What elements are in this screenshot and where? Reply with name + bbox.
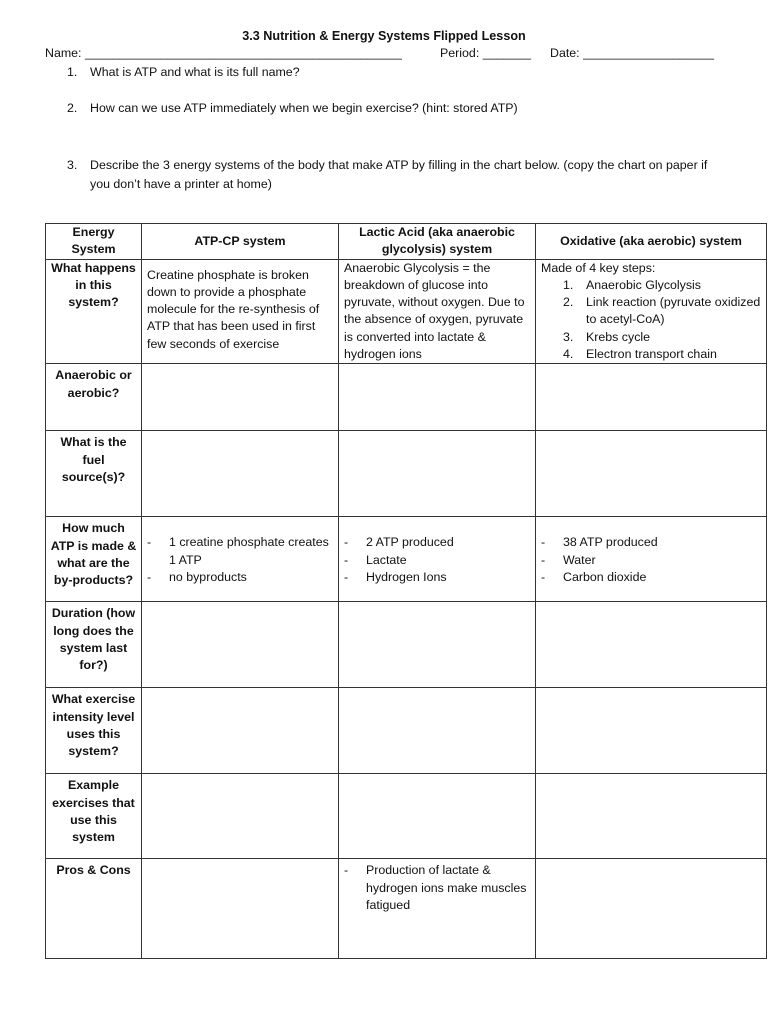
header-oxidative: Oxidative (aka aerobic) system bbox=[536, 224, 767, 260]
list-item: - Lactate bbox=[344, 552, 530, 569]
cell-oxidative[interactable] bbox=[536, 688, 767, 774]
step-number: 3. bbox=[563, 329, 574, 344]
cell-text: Creatine phosphate is broken down to provide a phosphate molecule for the re-synthesis of ATP that has been used in first few seconds of exercise bbox=[147, 267, 320, 351]
period-line[interactable]: _______ bbox=[482, 46, 531, 60]
question-number: 2. bbox=[67, 101, 78, 115]
header-lactic-acid: Lactic Acid (aka anaerobic glycolysis) system bbox=[339, 224, 536, 260]
table-row bbox=[46, 774, 767, 859]
row-label: What exercise intensity level uses this system? bbox=[46, 688, 142, 774]
step-text: Anaerobic Glycolysis bbox=[586, 277, 702, 292]
step-text: Electron transport chain bbox=[586, 347, 717, 362]
period-label: Period: bbox=[440, 46, 480, 60]
page-title: 3.3 Nutrition & Energy Systems Flipped Lesson bbox=[242, 29, 526, 43]
cell-lactic-acid[interactable] bbox=[339, 774, 536, 859]
list-item: - no byproducts bbox=[147, 569, 333, 586]
question-number: 3. bbox=[67, 158, 78, 172]
row-label: Duration (how long does the system last for?) bbox=[46, 602, 142, 688]
question-text: How can we use ATP immediately when we begin exercise? (hint: stored ATP) bbox=[90, 101, 518, 115]
cell-lactic-acid[interactable] bbox=[339, 259, 536, 364]
cell-oxidative[interactable] bbox=[536, 517, 767, 602]
header-atp-cp: ATP-CP system bbox=[142, 224, 339, 260]
name-line[interactable]: ______________________________________________ bbox=[84, 46, 402, 60]
cell-oxidative[interactable] bbox=[536, 602, 767, 688]
header-energy-system: Energy System bbox=[46, 224, 142, 260]
cell-text: Anaerobic Glycolysis = the breakdown of glucose into pyruvate, without oxygen. Due to the absence of oxygen, pyruvate is converted into lactate & hydrogen ions bbox=[344, 260, 525, 362]
cell-lactic-acid[interactable] bbox=[339, 364, 536, 431]
date-field[interactable] bbox=[550, 46, 714, 60]
question-text-line: Describe the 3 energy systems of the body that make ATP by filling in the chart below. (copy the chart on paper if bbox=[90, 158, 708, 172]
list-item bbox=[541, 294, 761, 329]
cell-lactic-acid[interactable] bbox=[339, 517, 536, 602]
table-row bbox=[46, 859, 767, 959]
question-2 bbox=[67, 99, 737, 118]
cell-oxidative[interactable] bbox=[536, 774, 767, 859]
table-row bbox=[46, 602, 767, 688]
table-row bbox=[46, 688, 767, 774]
list-item: - Water bbox=[541, 552, 761, 569]
row-label: How much ATP is made & what are the by-products? bbox=[46, 517, 142, 602]
step-number: 1. bbox=[563, 277, 574, 292]
cell-atp-cp[interactable] bbox=[142, 774, 339, 859]
list-item: - 1 creatine phosphate creates 1 ATP bbox=[147, 534, 333, 569]
byproducts-list bbox=[147, 534, 333, 586]
list-item: - Hydrogen Ions bbox=[344, 569, 530, 586]
table-row bbox=[46, 259, 767, 364]
row-label: What is the fuel source(s)? bbox=[46, 431, 142, 517]
steps-list bbox=[541, 277, 761, 363]
table-row bbox=[46, 517, 767, 602]
cell-oxidative[interactable] bbox=[536, 859, 767, 959]
energy-systems-chart bbox=[45, 223, 767, 959]
step-number: 4. bbox=[563, 347, 574, 362]
date-label: Date: bbox=[550, 46, 580, 60]
header-row bbox=[46, 224, 767, 260]
step-text: Krebs cycle bbox=[586, 329, 651, 344]
cell-atp-cp[interactable] bbox=[142, 431, 339, 517]
question-text bbox=[90, 156, 737, 194]
row-label: Example exercises that use this system bbox=[46, 774, 142, 859]
cell-text: Made of 4 key steps: bbox=[541, 260, 656, 275]
row-label: Pros & Cons bbox=[46, 859, 142, 959]
row-label: Anaerobic or aerobic? bbox=[46, 364, 142, 431]
question-1 bbox=[67, 63, 737, 82]
cell-atp-cp[interactable] bbox=[142, 602, 339, 688]
cell-oxidative[interactable] bbox=[536, 259, 767, 364]
cell-oxidative[interactable] bbox=[536, 364, 767, 431]
cell-oxidative[interactable] bbox=[536, 431, 767, 517]
question-text-line: you don’t have a printer at home) bbox=[90, 177, 272, 191]
list-item: - Production of lactate & hydrogen ions make muscles fatigued bbox=[344, 862, 530, 914]
cell-atp-cp[interactable] bbox=[142, 859, 339, 959]
name-field[interactable] bbox=[45, 46, 402, 60]
table-row bbox=[46, 364, 767, 431]
cell-atp-cp[interactable] bbox=[142, 517, 339, 602]
step-number: 2. bbox=[563, 295, 574, 310]
cell-atp-cp[interactable] bbox=[142, 259, 339, 364]
list-item: - 2 ATP produced bbox=[344, 534, 530, 551]
list-item bbox=[541, 329, 761, 346]
row-label: What happens in this system? bbox=[46, 259, 142, 364]
step-text: Link reaction (pyruvate oxidized to acetyl-CoA) bbox=[586, 295, 761, 327]
period-field[interactable] bbox=[440, 46, 531, 60]
name-label: Name: bbox=[45, 46, 82, 60]
cell-lactic-acid[interactable] bbox=[339, 602, 536, 688]
list-item bbox=[541, 346, 761, 363]
question-number: 1. bbox=[67, 65, 78, 79]
cell-atp-cp[interactable] bbox=[142, 688, 339, 774]
question-text: What is ATP and what is its full name? bbox=[90, 65, 300, 79]
byproducts-list bbox=[541, 534, 761, 586]
byproducts-list bbox=[344, 534, 530, 586]
list-item: - Carbon dioxide bbox=[541, 569, 761, 586]
question-3 bbox=[67, 156, 737, 194]
list-item: - 38 ATP produced bbox=[541, 534, 761, 551]
cell-lactic-acid[interactable] bbox=[339, 688, 536, 774]
table-row bbox=[46, 431, 767, 517]
cell-lactic-acid[interactable] bbox=[339, 431, 536, 517]
list-item bbox=[541, 277, 761, 294]
date-line[interactable]: ___________________ bbox=[583, 46, 715, 60]
cell-atp-cp[interactable] bbox=[142, 364, 339, 431]
cell-lactic-acid[interactable] bbox=[339, 859, 536, 959]
pros-cons-list bbox=[344, 862, 530, 914]
